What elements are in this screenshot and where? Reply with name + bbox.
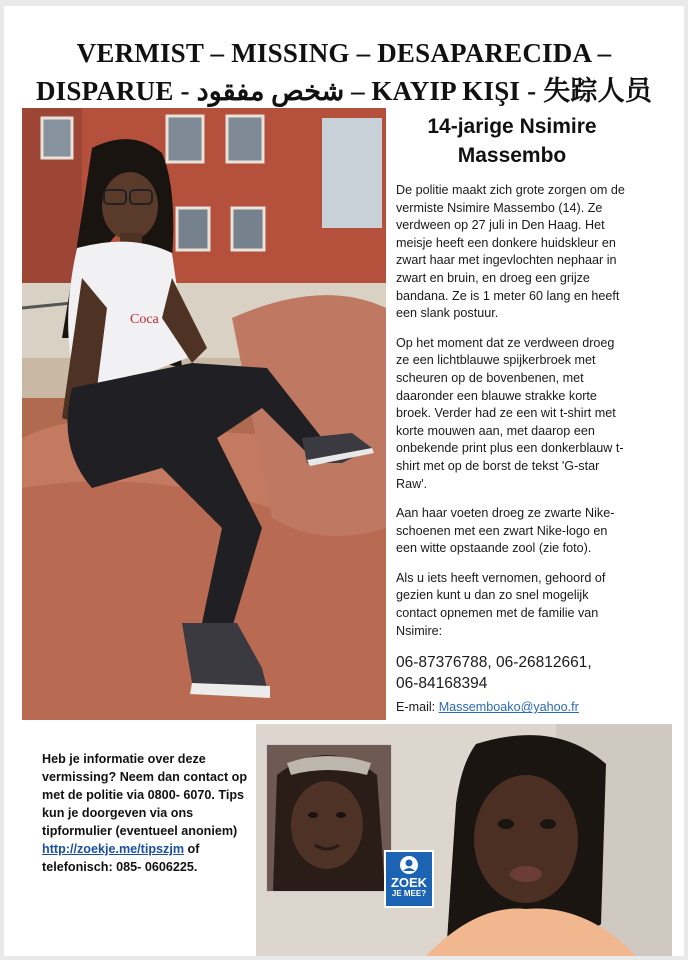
poster-title [18,34,670,110]
police-info [42,750,254,876]
search-person-icon [399,855,419,875]
name-line-1: 14-jarige Nsimire [427,115,597,138]
tip-form-link[interactable]: http://zoekje.me/tipszjm [42,842,185,856]
missing-person-name [396,112,628,170]
email-label: E-mail: [396,700,439,715]
svg-text:Coca: Coca [130,312,159,327]
phone-line-2: 06-84168394 [396,675,488,693]
description-paragraph: De politie maakt zich grote zorgen om de vermiste Nsimire Massembo (14). Ze verdween op 27 juli in Den Haag. Het meisje heeft een donkere huidskleur en zwart haar met ingevlochten nephaar in zwart en bruin, en droeg een grijze bandana. Ze is 1 meter 60 lang en heeft een slank postuur. [396,183,625,321]
zoek-je-mee-badge [384,850,434,908]
badge-line-1: ZOEK [390,875,428,890]
clothing-paragraph: Op het moment dat ze verdween droeg ze een lichtblauwe spijkerbroek met scheuren op de bovenbenen, met daaronder een blauwe strakke korte broek. Verder had ze een wit t-shirt met korte mouwen aan, met daarop een onbekende print plus een donkerblauw t-shirt met op de borst de tekst 'G-star Raw'. [396,335,624,491]
police-info-text: Heb je informatie over deze vermissing? Neem dan contact op met de politie via 0800- 6070. Tips kun je doorgeven via ons tipformulier (eventueel anoniem) [42,752,248,838]
email-row [396,698,628,716]
title-line-2: DISPARUE - شخص مفقود – KAYIP KIŞI - 失踪人员 [35,76,653,106]
phone-numbers [396,652,628,694]
badge-line-2: JE MEE? [391,889,427,898]
title-line-1: VERMIST – MISSING – DESAPARECIDA – [76,38,612,68]
main-photo [22,108,386,720]
face-photo [266,744,392,892]
name-line-2: Massembo [457,144,567,167]
contact-request-paragraph: Als u iets heeft vernomen, gehoord of gezien kunt u dan zo snel mogelijk contact opnemen met de familie van Nsimire: [396,570,606,638]
description-column [396,112,628,716]
shoes-paragraph: Aan haar voeten droeg ze zwarte Nike-schoenen met een zwart Nike-logo en een witte opstaande zool (zie foto). [396,506,615,556]
email-link[interactable]: Massemboako@yahoo.fr [438,700,579,715]
police-info-tail: of telefonisch: 085- 0606225. [42,842,200,874]
phone-line-1: 06-87376788, 06-26812661, [396,654,592,672]
